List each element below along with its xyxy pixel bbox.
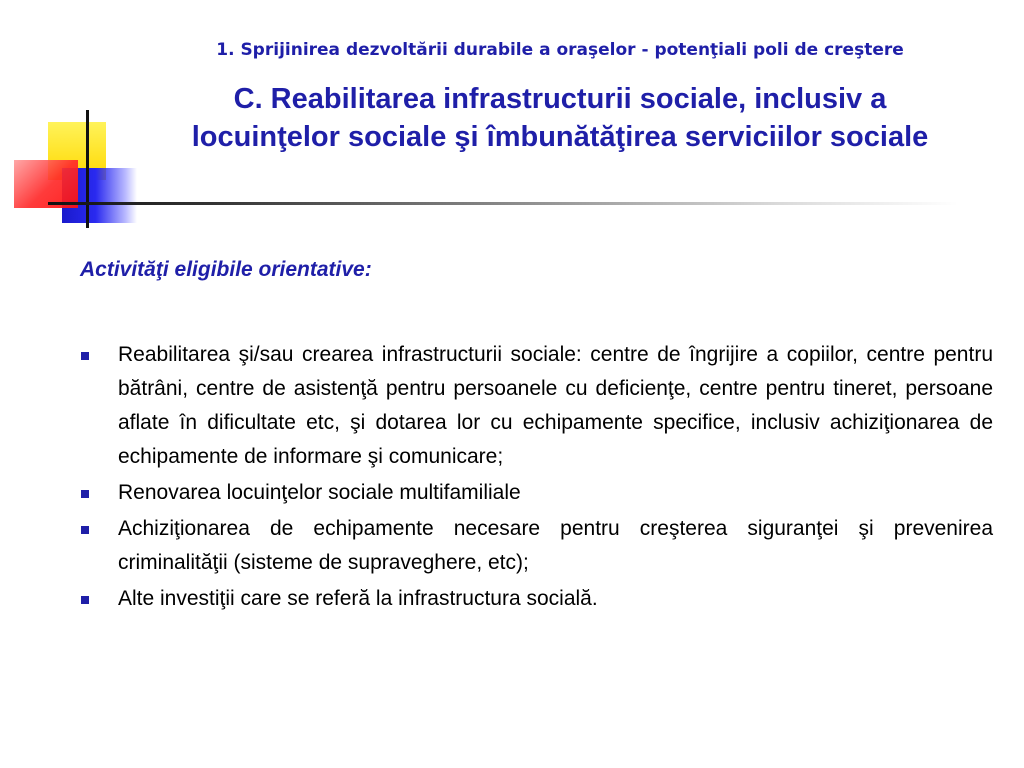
slide-title-line-2: locuinţelor sociale şi îmbunătăţirea serviciilor sociale [191,121,929,153]
title-divider-line [48,202,958,205]
square-bullet-icon [81,596,89,604]
slide-title-line-1: C. Reabilitarea infrastructurii sociale, inclusiv a [233,83,887,115]
bullet-text: Reabilitarea şi/sau crearea infrastructurii sociale: centre de îngrijire a copiilor, centre pentru bătrâni, centre de asistenţă pentru persoanele cu deficienţe, centre pentru tineret, persoane aflate în dificultate etc, şi dotarea lor cu echipamente specifice, inclusiv achiziţionarea de echipamente de informare şi comunicare; [118,343,993,468]
slide-subtitle: 1. Sprijinirea dezvoltării durabile a oraşelor - potenţiali poli de creştere [216,40,904,60]
bullet-text: Alte investiţii care se referă la infrastructura socială. [118,587,598,610]
bullet-list [78,338,993,618]
section-heading: Activităţi eligibile orientative: [80,258,372,281]
logo-vertical-line [86,110,89,228]
bullet-item [78,512,993,580]
bullet-item [78,476,993,510]
logo-red-square [14,160,78,208]
square-bullet-icon [81,526,89,534]
square-bullet-icon [81,352,89,360]
bullet-item [78,582,993,616]
bullet-item [78,338,993,474]
square-bullet-icon [81,490,89,498]
bullet-text: Achiziţionarea de echipamente necesare pentru creşterea siguranţei şi prevenirea criminalităţii (sisteme de supraveghere, etc); [118,517,993,574]
bullet-text: Renovarea locuinţelor sociale multifamiliale [118,481,521,504]
slide-title [100,80,1020,156]
